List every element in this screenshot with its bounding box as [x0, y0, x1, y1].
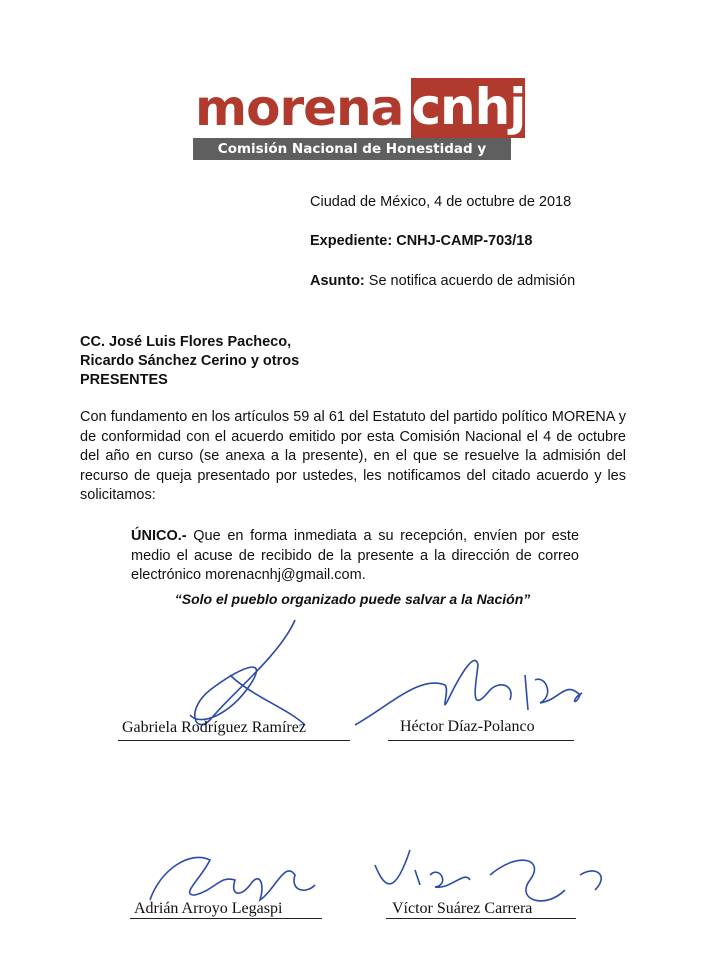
unico-text: Que en forma inmediata a su recepción, envíen por este medio el acuse de recibido de la presente a la dirección de correo electrónico morenacnhj@gmail.com. [131, 528, 580, 583]
signature-line-4 [386, 918, 576, 919]
expediente-value: CNHJ-CAMP-703/18 [396, 233, 533, 249]
asunto-label: Asunto: [310, 273, 365, 289]
motto: “Solo el pueblo organizado puede salvar a la Nación” [174, 591, 531, 607]
signature-line-1 [118, 740, 350, 741]
asunto-value: Se notifica acuerdo de admisión [368, 273, 576, 289]
expediente [310, 233, 532, 249]
signature-line-3 [130, 918, 322, 919]
unico-label: ÚNICO.- [131, 528, 187, 544]
signature-name-4: Víctor Suárez Carrera [392, 900, 533, 917]
recipients [80, 333, 299, 390]
logo-subtitle: Comisión Nacional de Honestidad y Justicia [193, 138, 511, 160]
unico-paragraph [131, 527, 579, 586]
signature-name-3: Adrián Arroyo Legaspi [134, 900, 283, 917]
expediente-label: Expediente: [310, 233, 393, 249]
recipient-line-1: CC. José Luis Flores Pacheco, [80, 334, 292, 350]
recipient-line-2: Ricardo Sánchez Cerino y otros [80, 353, 300, 369]
logo-morena-text: morena [195, 79, 404, 137]
logo-wordmark [193, 78, 526, 138]
logo-cnhj-text: cnhj [411, 78, 526, 136]
signature-line-2 [388, 740, 574, 741]
signature-name-1: Gabriela Rodríguez Ramírez [122, 719, 306, 736]
body-paragraph: Con fundamento en los artículos 59 al 61 del Estatuto del partido político MORENA y de conformidad con el acuerdo emitido por esta Comisión Nacional el 4 de octubre del año en curso (se anexa a la presente), en el que se resuelve la admisión del recurso de queja presentado por ustedes, les notificamos del citado acuerdo y les solicitamos: [80, 409, 626, 503]
asunto [310, 273, 575, 289]
recipient-line-3: PRESENTES [80, 372, 168, 388]
cnhj-logo [193, 78, 526, 179]
signature-name-2: Héctor Díaz-Polanco [400, 718, 535, 735]
signature-scribble-1 [170, 615, 310, 735]
place-date: Ciudad de México, 4 de octubre de 2018 [310, 194, 572, 210]
